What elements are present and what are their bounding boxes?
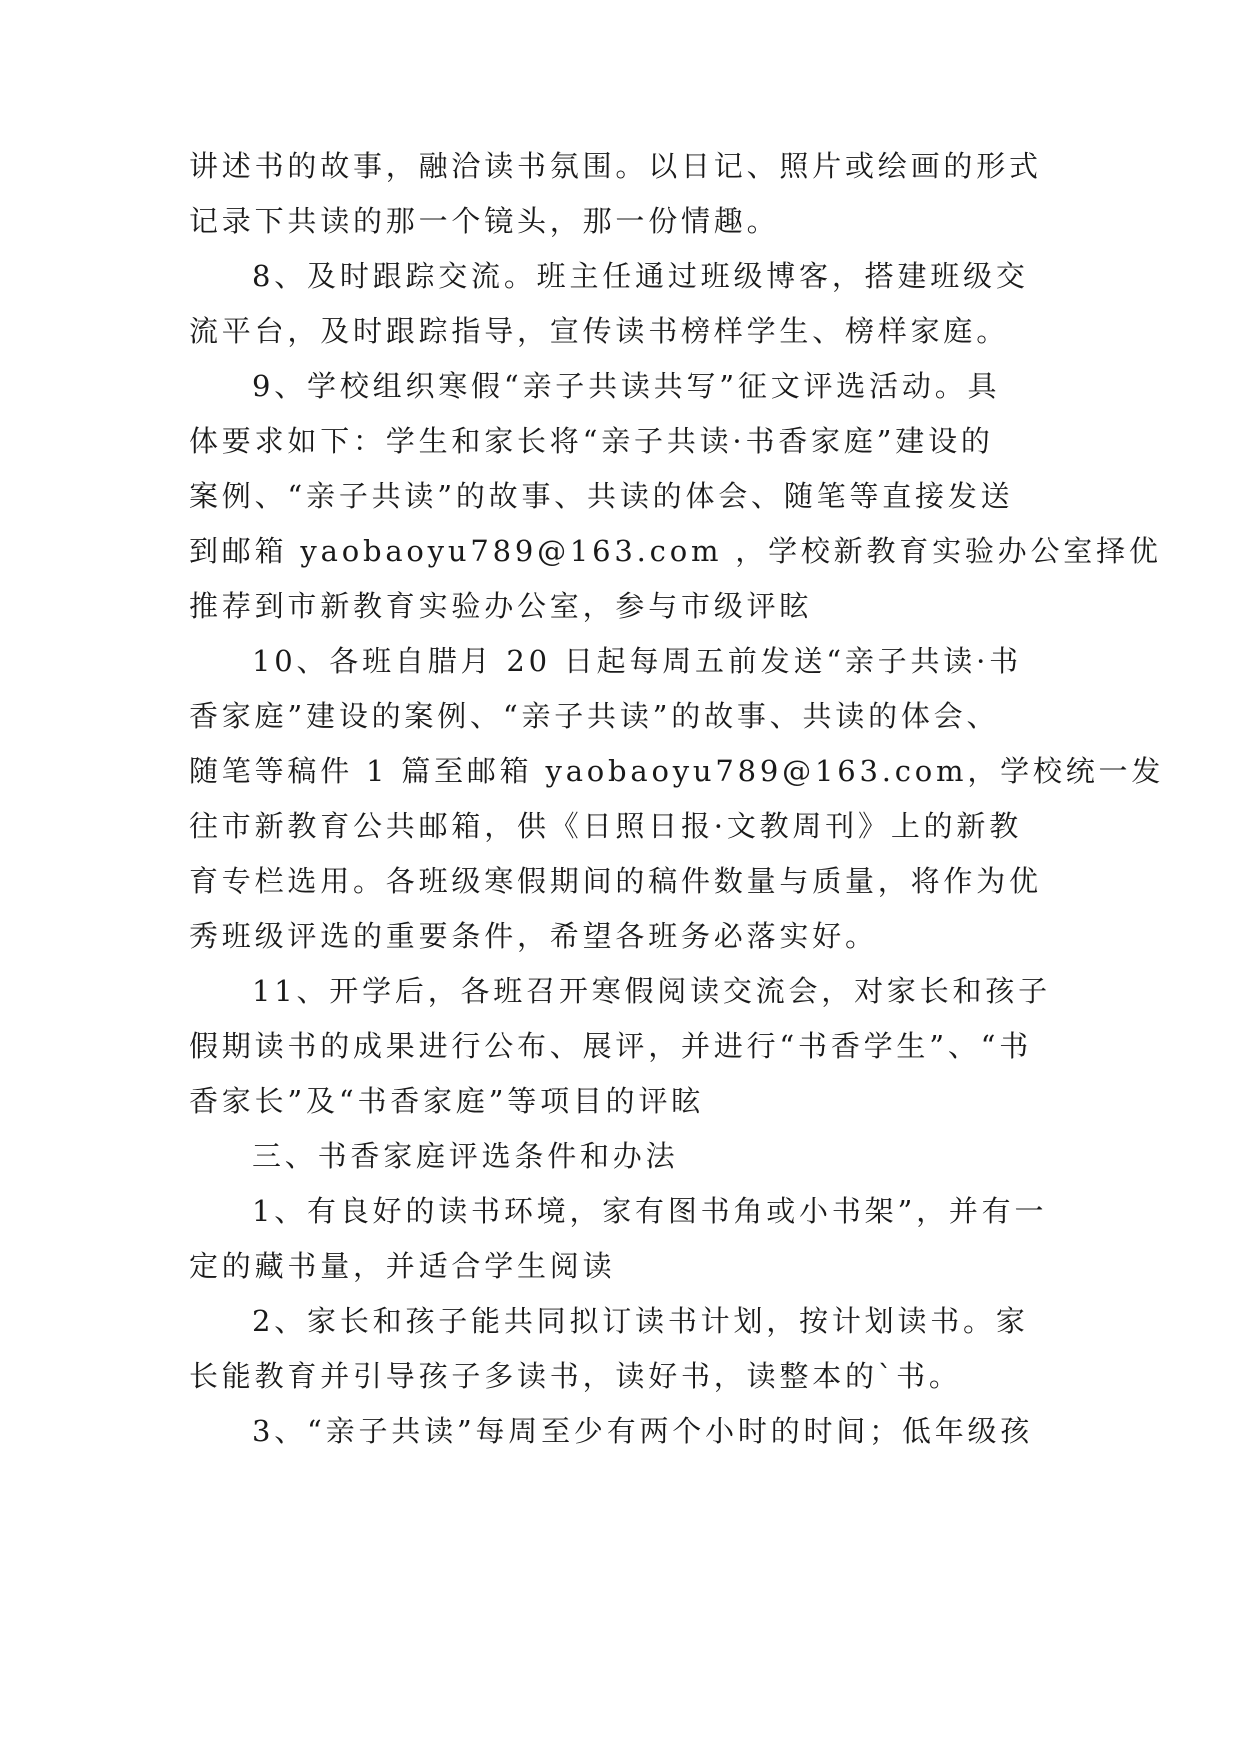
text-line: 讲述书的故事，融洽读书氛围。以日记、照片或绘画的形式 <box>189 149 1042 183</box>
text-line: 定的藏书量，并适合学生阅读 <box>189 1249 616 1283</box>
section-heading: 三、书香家庭评选条件和办法 <box>252 1139 679 1173</box>
text-line: 香家庭”建设的案例、“亲子共读”的故事、共读的体会、 <box>189 699 1000 733</box>
criteria-item-3: 3、“亲子共读”每周至少有两个小时的时间；低年级孩 <box>252 1414 1034 1448</box>
paragraph-item-8: 8、及时跟踪交流。班主任通过班级博客，搭建班级交 <box>252 259 1029 293</box>
paragraph-item-10: 10、各班自腊月 20 日起每周五前发送“亲子共读·书 <box>252 644 1022 678</box>
text-line: 往市新教育公共邮箱，供《日照日报·文教周刊》上的新教 <box>189 809 1023 843</box>
text-line: 香家长”及“书香家庭”等项目的评眩 <box>189 1084 705 1118</box>
text-line: 假期读书的成果进行公布、展评，并进行“书香学生”、“书 <box>189 1029 1033 1063</box>
text-line-email: 随笔等稿件 1 篇至邮箱 yaobaoyu789@163.com，学校统一发 <box>189 754 1165 788</box>
criteria-item-2: 2、家长和孩子能共同拟订读书计划，按计划读书。家 <box>252 1304 1029 1338</box>
criteria-item-1: 1、有良好的读书环境，家有图书角或小书架”，并有一 <box>252 1194 1048 1228</box>
text-line: 记录下共读的那一个镜头，那一份情趣。 <box>189 204 780 238</box>
text-line: 秀班级评选的重要条件，希望各班务必落实好。 <box>189 919 878 953</box>
text-line: 长能教育并引导孩子多读书，读好书，读整本的`书。 <box>189 1359 962 1393</box>
text-line: 推荐到市新教育实验办公室，参与市级评眩 <box>189 589 813 623</box>
text-line: 流平台，及时跟踪指导，宣传读书榜样学生、榜样家庭。 <box>189 314 1010 348</box>
text-line: 案例、“亲子共读”的故事、共读的体会、随笔等直接发送 <box>189 479 1014 513</box>
text-line-email: 到邮箱 yaobaoyu789@163.com ，学校新教育实验办公室择优 <box>189 534 1162 568</box>
text-line: 体要求如下：学生和家长将“亲子共读·书香家庭”建设的 <box>189 424 994 458</box>
paragraph-item-9: 9、学校组织寒假“亲子共读共写”征文评选活动。具 <box>252 369 1001 403</box>
paragraph-item-11: 11、开学后，各班召开寒假阅读交流会，对家长和孩子 <box>252 974 1051 1008</box>
text-line: 育专栏选用。各班级寒假期间的稿件数量与质量，将作为优 <box>189 864 1042 898</box>
